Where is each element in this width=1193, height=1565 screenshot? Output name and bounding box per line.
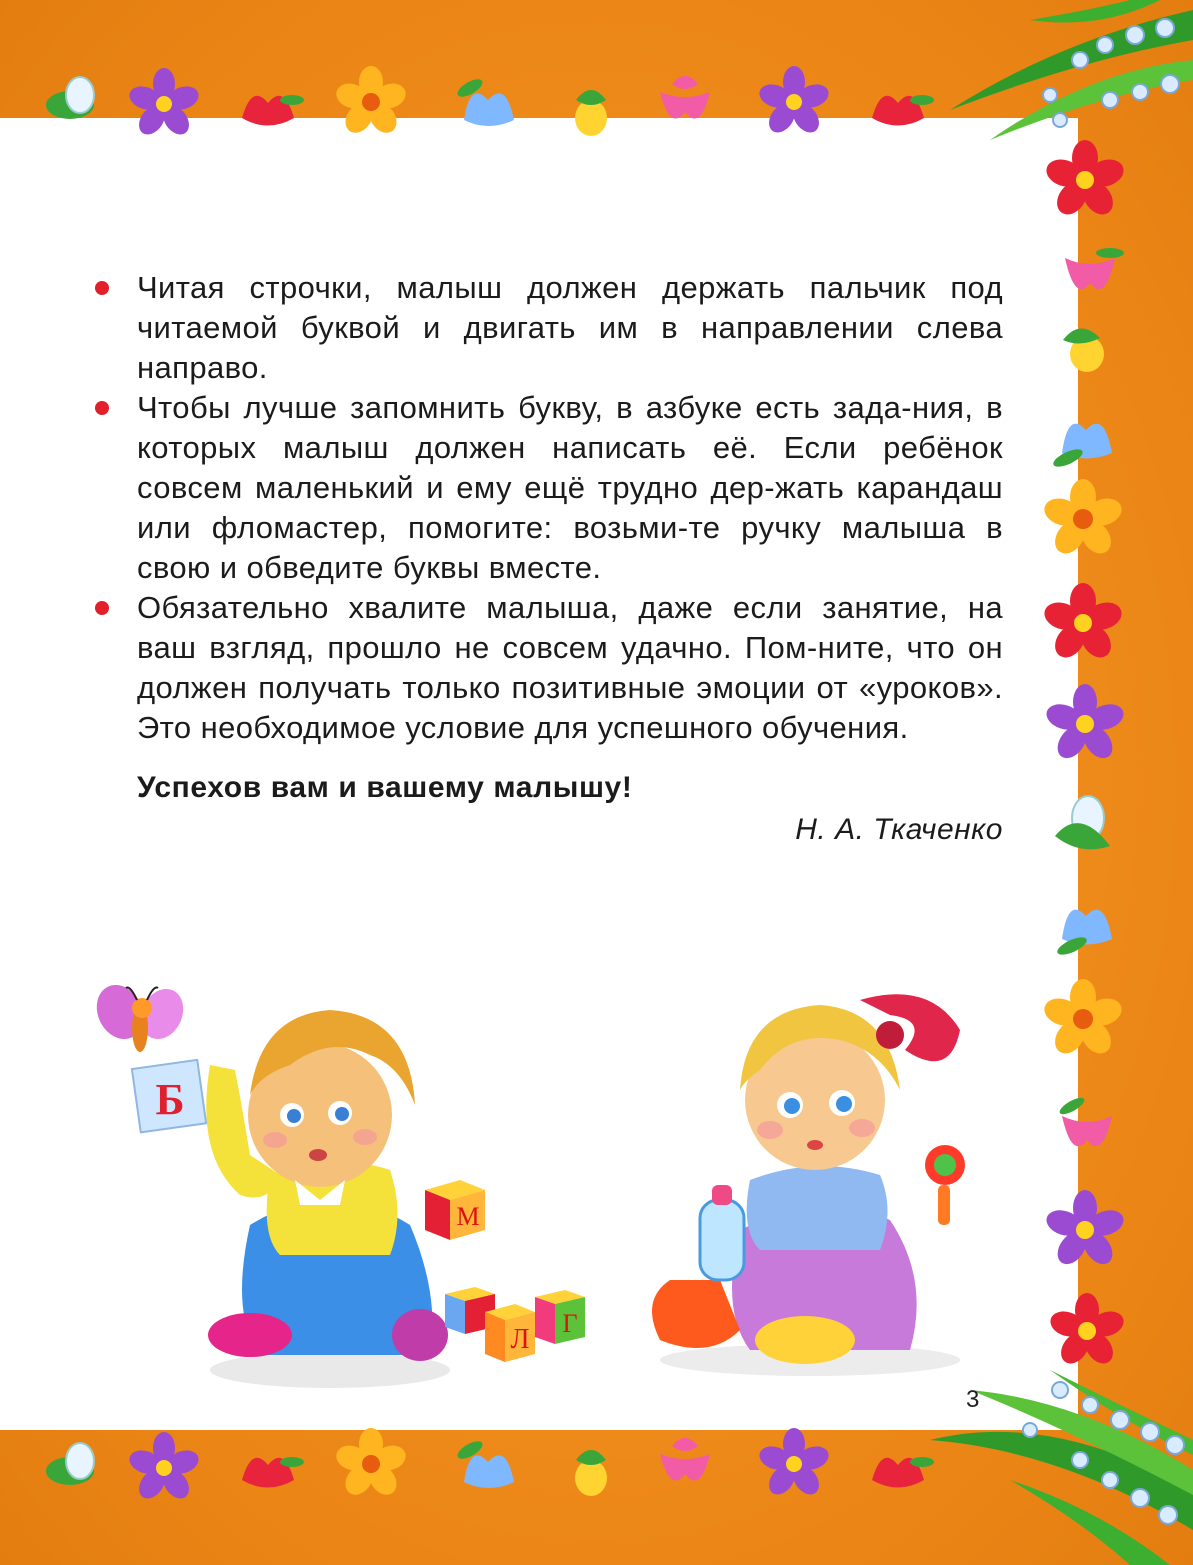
closing-wish: Успехов вам и вашему малышу!	[137, 771, 633, 804]
flower-icon	[40, 70, 110, 130]
flower-icon	[650, 72, 720, 138]
bullet-icon	[95, 401, 109, 415]
block-letter: Л	[510, 1324, 530, 1355]
flower-icon	[128, 1432, 200, 1504]
flower-icon	[1045, 140, 1125, 220]
bullet-icon	[95, 281, 109, 295]
baby-bottle-icon	[700, 1200, 744, 1280]
flower-icon	[1042, 478, 1124, 560]
flower-icon	[1045, 684, 1125, 764]
flower-icon	[232, 78, 304, 138]
flower-icon	[1050, 884, 1122, 956]
advice-list	[95, 268, 1003, 748]
flower-icon	[452, 70, 524, 136]
flower-icon	[862, 78, 934, 138]
flower-icon	[452, 1432, 524, 1498]
flower-icon	[1048, 1292, 1126, 1370]
author-signature: Н. А. Ткаченко	[795, 813, 1003, 846]
flower-icon	[758, 66, 830, 138]
flower-icon	[1052, 1094, 1122, 1164]
toy-block-icon	[440, 1282, 590, 1372]
flower-icon	[40, 1436, 110, 1496]
flower-icon	[566, 1440, 616, 1500]
flower-icon	[862, 1440, 934, 1500]
butterfly-icon	[92, 980, 188, 1070]
flower-icon	[335, 66, 407, 138]
flower-icon	[1042, 582, 1124, 664]
list-item	[95, 588, 1003, 748]
girl-figure	[630, 980, 990, 1390]
list-item	[95, 268, 1003, 388]
lily-of-the-valley-icon	[930, 0, 1193, 160]
flower-icon	[1050, 786, 1120, 856]
paragraph-text: Обязательно хвалите малыша, даже если занятие, на ваш взгляд, прошло не совсем удачно. Пом-ните, что он должен получать только позитивные эмоции от «уроков». Это необходимое условие для успешного обучения.	[137, 590, 1003, 745]
main-text	[95, 268, 1003, 850]
flower-icon	[1050, 398, 1122, 470]
flower-icon	[566, 80, 616, 140]
flower-icon	[232, 1440, 304, 1500]
flower-icon	[650, 1434, 720, 1500]
block-letter: Г	[562, 1309, 578, 1338]
flower-icon	[1055, 318, 1115, 378]
page-number: 3	[966, 1386, 980, 1413]
paragraph-text: Чтобы лучше запомнить букву, в азбуке есть зада-ния, в которых малыш должен написать её. Если ребёнок совсем маленький и ему ещё трудно дер-жать карандаш или фломастер, помогите: возьми-те ручку малыша в свою и обведите буквы вместе.	[137, 390, 1003, 585]
flower-icon	[758, 1428, 830, 1500]
flower-icon	[335, 1428, 407, 1500]
paragraph-text: Читая строчки, малыш должен держать пальчик под читаемой буквой и двигать им в направлении слева направо.	[137, 270, 1003, 385]
list-item	[95, 388, 1003, 588]
flower-icon	[1055, 238, 1125, 308]
card-letter: Б	[155, 1075, 185, 1124]
block-letter: М	[456, 1202, 480, 1231]
bullet-icon	[95, 601, 109, 615]
flower-icon	[1045, 1190, 1125, 1270]
flower-icon	[1042, 978, 1124, 1060]
toy-block-icon	[420, 1175, 490, 1245]
flower-icon	[128, 68, 200, 140]
